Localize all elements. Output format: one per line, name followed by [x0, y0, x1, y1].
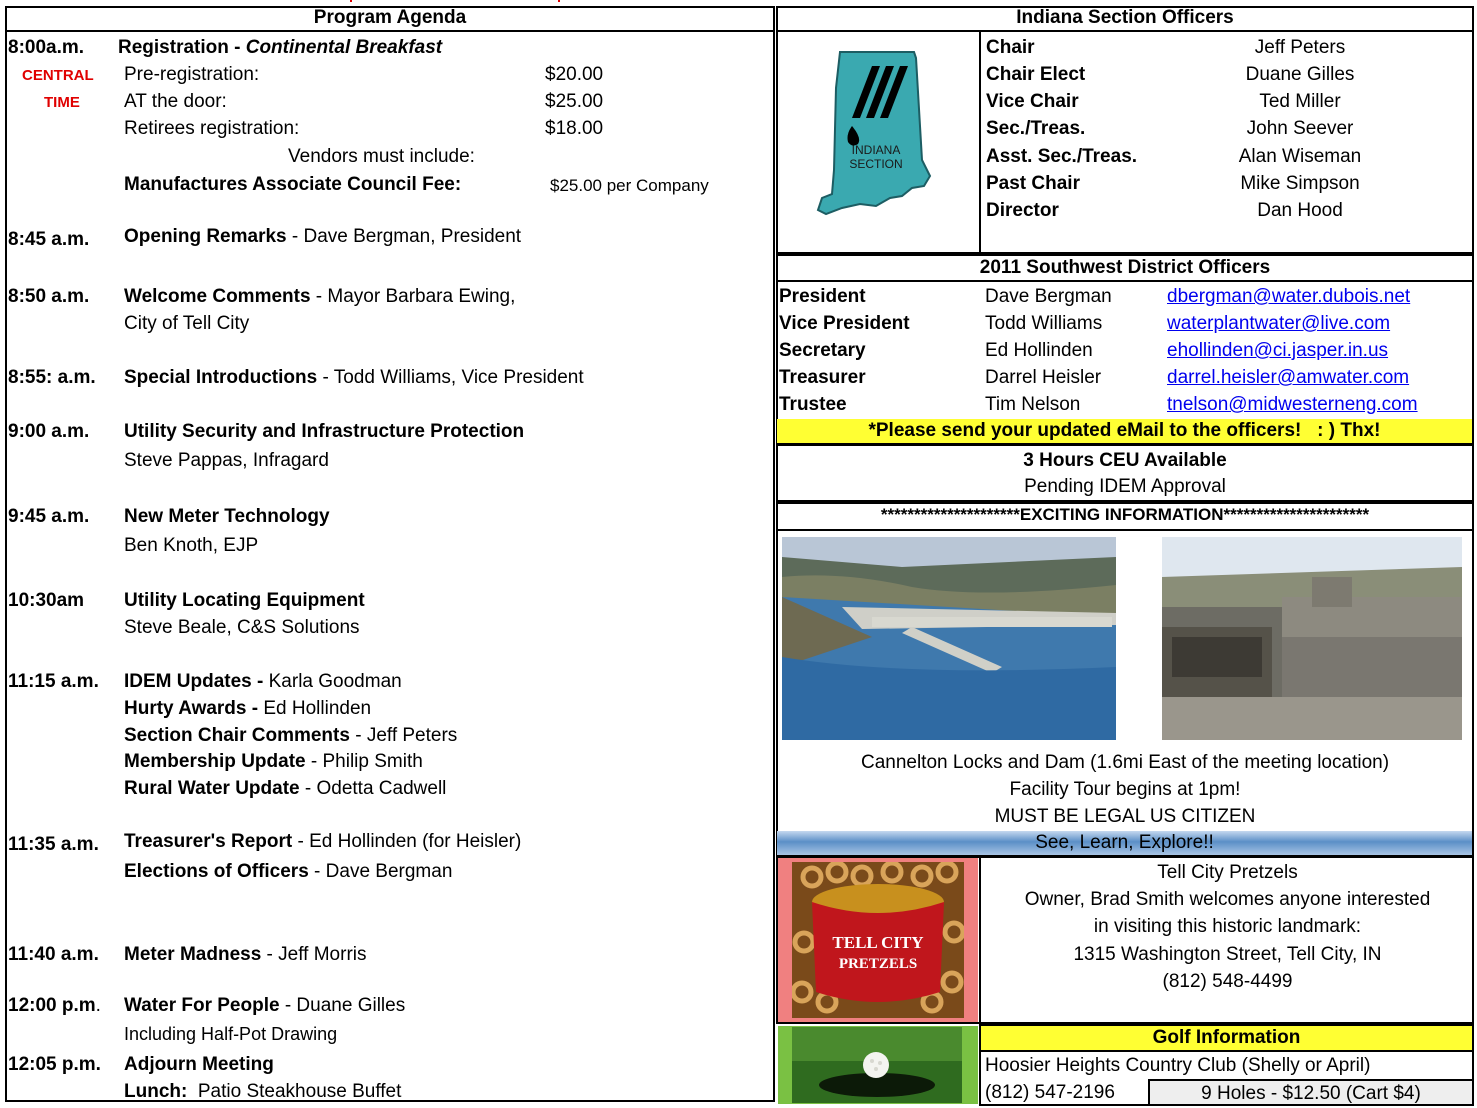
district-name: Dave Bergman: [985, 286, 1112, 307]
officer-role: Sec./Treas.: [986, 118, 1086, 139]
ceu-title: 3 Hours CEU Available: [1023, 450, 1227, 471]
locks-dam-photo-aerial: [782, 537, 1116, 740]
pretzels-photo: [792, 862, 964, 1018]
golf-price-box: 9 Holes - $12.50 (Cart $4): [1148, 1079, 1472, 1104]
retiree-label: Retirees registration:: [124, 118, 300, 139]
agenda-item: Treasurer's Report - Ed Hollinden (for Heisler): [124, 831, 522, 852]
central-time-label: CENTRAL: [22, 67, 94, 84]
mac-label: Manufactures Associate Council Fee:: [124, 174, 462, 195]
email-notice-banner: *Please send your updated eMail to the officers! : ) Thx!: [777, 419, 1472, 443]
district-name: Tim Nelson: [985, 394, 1081, 415]
pretzels-phone: (812) 548-4499: [1162, 971, 1293, 992]
district-role: Trustee: [779, 394, 847, 415]
indiana-section-logo: [812, 48, 942, 218]
pretzels-line: Owner, Brad Smith welcomes anyone interested: [1024, 889, 1431, 910]
agenda-item: Membership Update - Philip Smith: [124, 751, 423, 772]
golf-photo: [792, 1027, 962, 1103]
officer-role: Chair: [986, 37, 1035, 58]
agenda-time: 12:05 p.m.: [8, 1054, 101, 1075]
district-email-link[interactable]: dbergman@water.dubois.net: [1167, 286, 1411, 307]
section-divider: [979, 30, 981, 254]
see-learn-banner: See, Learn, Explore!!: [777, 831, 1472, 855]
section-header-rule: [776, 30, 1474, 32]
officer-role: Director: [986, 200, 1059, 221]
svg-text:SECTION: SECTION: [849, 157, 903, 171]
agenda-time: 10:30am: [8, 590, 85, 611]
officer-role: Vice Chair: [986, 91, 1079, 112]
agenda-panel: [5, 6, 775, 1102]
tour-caption: Facility Tour begins at 1pm!: [1009, 779, 1241, 800]
agenda-item: Utility Security and Infrastructure Protection: [124, 421, 525, 442]
agenda-time: 11:35 a.m.: [8, 834, 99, 855]
agenda-item: Rural Water Update - Odetta Cadwell: [124, 778, 447, 799]
citizen-caption: MUST BE LEGAL US CITIZEN: [994, 806, 1256, 827]
vendors-note: Vendors must include:: [288, 146, 475, 167]
agenda-item: Adjourn Meeting: [124, 1054, 274, 1075]
district-officers-header: 2011 Southwest District Officers: [979, 257, 1271, 278]
door-label: AT the door:: [124, 91, 227, 112]
agenda-item: Special Introductions - Todd Williams, Vice President: [124, 367, 584, 388]
golf-club: Hoosier Heights Country Club (Shelly or April): [985, 1055, 1371, 1076]
district-role: Treasurer: [779, 367, 866, 388]
district-email-link[interactable]: waterplantwater@live.com: [1167, 313, 1391, 334]
agenda-item: Hurty Awards - Ed Hollinden: [124, 698, 372, 719]
agenda-time: 8:45 a.m.: [8, 229, 90, 250]
locks-dam-photo-closeup: [1162, 537, 1462, 740]
district-email-link[interactable]: ehollinden@ci.jasper.in.us: [1167, 340, 1389, 361]
officer-name: Alan Wiseman: [1238, 146, 1362, 167]
central-time-label-2: TIME: [44, 94, 80, 111]
officer-name: Ted Miller: [1259, 91, 1341, 112]
top-red-fragment: [350, 0, 560, 2]
officer-role: Chair Elect: [986, 64, 1086, 85]
officer-name: John Seever: [1246, 118, 1354, 139]
agenda-item-line2: Including Half-Pot Drawing: [124, 1024, 338, 1044]
district-role: President: [779, 286, 866, 307]
agenda-item: Section Chair Comments - Jeff Peters: [124, 725, 458, 746]
district-role: Vice President: [779, 313, 910, 334]
dam-caption: Cannelton Locks and Dam (1.6mi East of the meeting location): [860, 752, 1390, 773]
svg-text:PRETZELS: PRETZELS: [838, 956, 918, 972]
agenda-time: 8:00a.m.: [8, 37, 85, 58]
retiree-price: $18.00: [545, 118, 604, 139]
agenda-item: Water For People - Duane Gilles: [124, 995, 406, 1016]
district-name: Darrel Heisler: [985, 367, 1102, 388]
agenda-item: Lunch: Patio Steakhouse Buffet: [124, 1081, 402, 1102]
agenda-item: Meter Madness - Jeff Morris: [124, 944, 367, 965]
agenda-item: Elections of Officers - Dave Bergman: [124, 861, 453, 882]
agenda-time: 11:15 a.m.: [8, 671, 99, 692]
pretzels-line: in visiting this historic landmark:: [1093, 916, 1362, 937]
agenda-item-line2: City of Tell City: [124, 313, 250, 334]
officer-name: Jeff Peters: [1254, 37, 1346, 58]
agenda-item: IDEM Updates - Karla Goodman: [124, 671, 402, 692]
svg-text:TELL CITY: TELL CITY: [832, 933, 924, 952]
golf-header: Golf Information: [981, 1026, 1472, 1050]
pretzels-address: 1315 Washington Street, Tell City, IN: [1073, 944, 1382, 965]
agenda-item-line2: Steve Pappas, Infragard: [124, 450, 329, 471]
agenda-time: 8:55: a.m.: [8, 367, 96, 388]
svg-text:INDIANA: INDIANA: [851, 143, 901, 157]
exciting-header: *********************EXCITING INFORMATION**********************: [880, 505, 1370, 524]
district-email-link[interactable]: darrel.heisler@amwater.com: [1167, 367, 1410, 388]
section-officers-header: Indiana Section Officers: [1016, 7, 1234, 28]
agenda-time: 9:00 a.m.: [8, 421, 90, 442]
door-price: $25.00: [545, 91, 604, 112]
agenda-item: Welcome Comments - Mayor Barbara Ewing,: [124, 286, 516, 307]
agenda-time: 8:50 a.m.: [8, 286, 90, 307]
prereg-price: $20.00: [545, 64, 604, 85]
agenda-item-line2: Ben Knoth, EJP: [124, 535, 259, 556]
officer-role: Past Chair: [986, 173, 1080, 194]
agenda-item: Opening Remarks - Dave Bergman, President: [124, 226, 522, 247]
district-name: Todd Williams: [985, 313, 1103, 334]
agenda-header: Program Agenda: [313, 7, 467, 28]
officer-name: Dan Hood: [1257, 200, 1343, 221]
officer-name: Mike Simpson: [1240, 173, 1360, 194]
exciting-header-rule: [776, 529, 1474, 531]
agenda-item: New Meter Technology: [124, 506, 330, 527]
golf-phone: (812) 547-2196: [985, 1082, 1115, 1103]
agenda-title: Registration - Continental Breakfast: [118, 37, 443, 58]
agenda-item-line2: Steve Beale, C&S Solutions: [124, 617, 360, 638]
agenda-time: 11:40 a.m.: [8, 944, 99, 965]
officer-role: Asst. Sec./Treas.: [986, 146, 1138, 167]
agenda-time: 12:00 p.m.: [8, 995, 101, 1016]
officer-name: Duane Gilles: [1245, 64, 1355, 85]
prereg-label: Pre-registration:: [124, 64, 260, 85]
agenda-item: Utility Locating Equipment: [124, 590, 365, 611]
mac-price: $25.00 per Company: [550, 176, 709, 195]
pretzels-title: Tell City Pretzels: [1157, 862, 1298, 883]
district-name: Ed Hollinden: [985, 340, 1093, 361]
agenda-header-rule: [5, 30, 775, 32]
district-role: Secretary: [779, 340, 866, 361]
district-header-rule: [776, 280, 1474, 282]
agenda-time: 9:45 a.m.: [8, 506, 90, 527]
ceu-subtitle: Pending IDEM Approval: [1024, 476, 1226, 497]
golf-header-rule: [979, 1050, 1474, 1052]
district-email-link[interactable]: tnelson@midwesterneng.com: [1167, 394, 1418, 415]
